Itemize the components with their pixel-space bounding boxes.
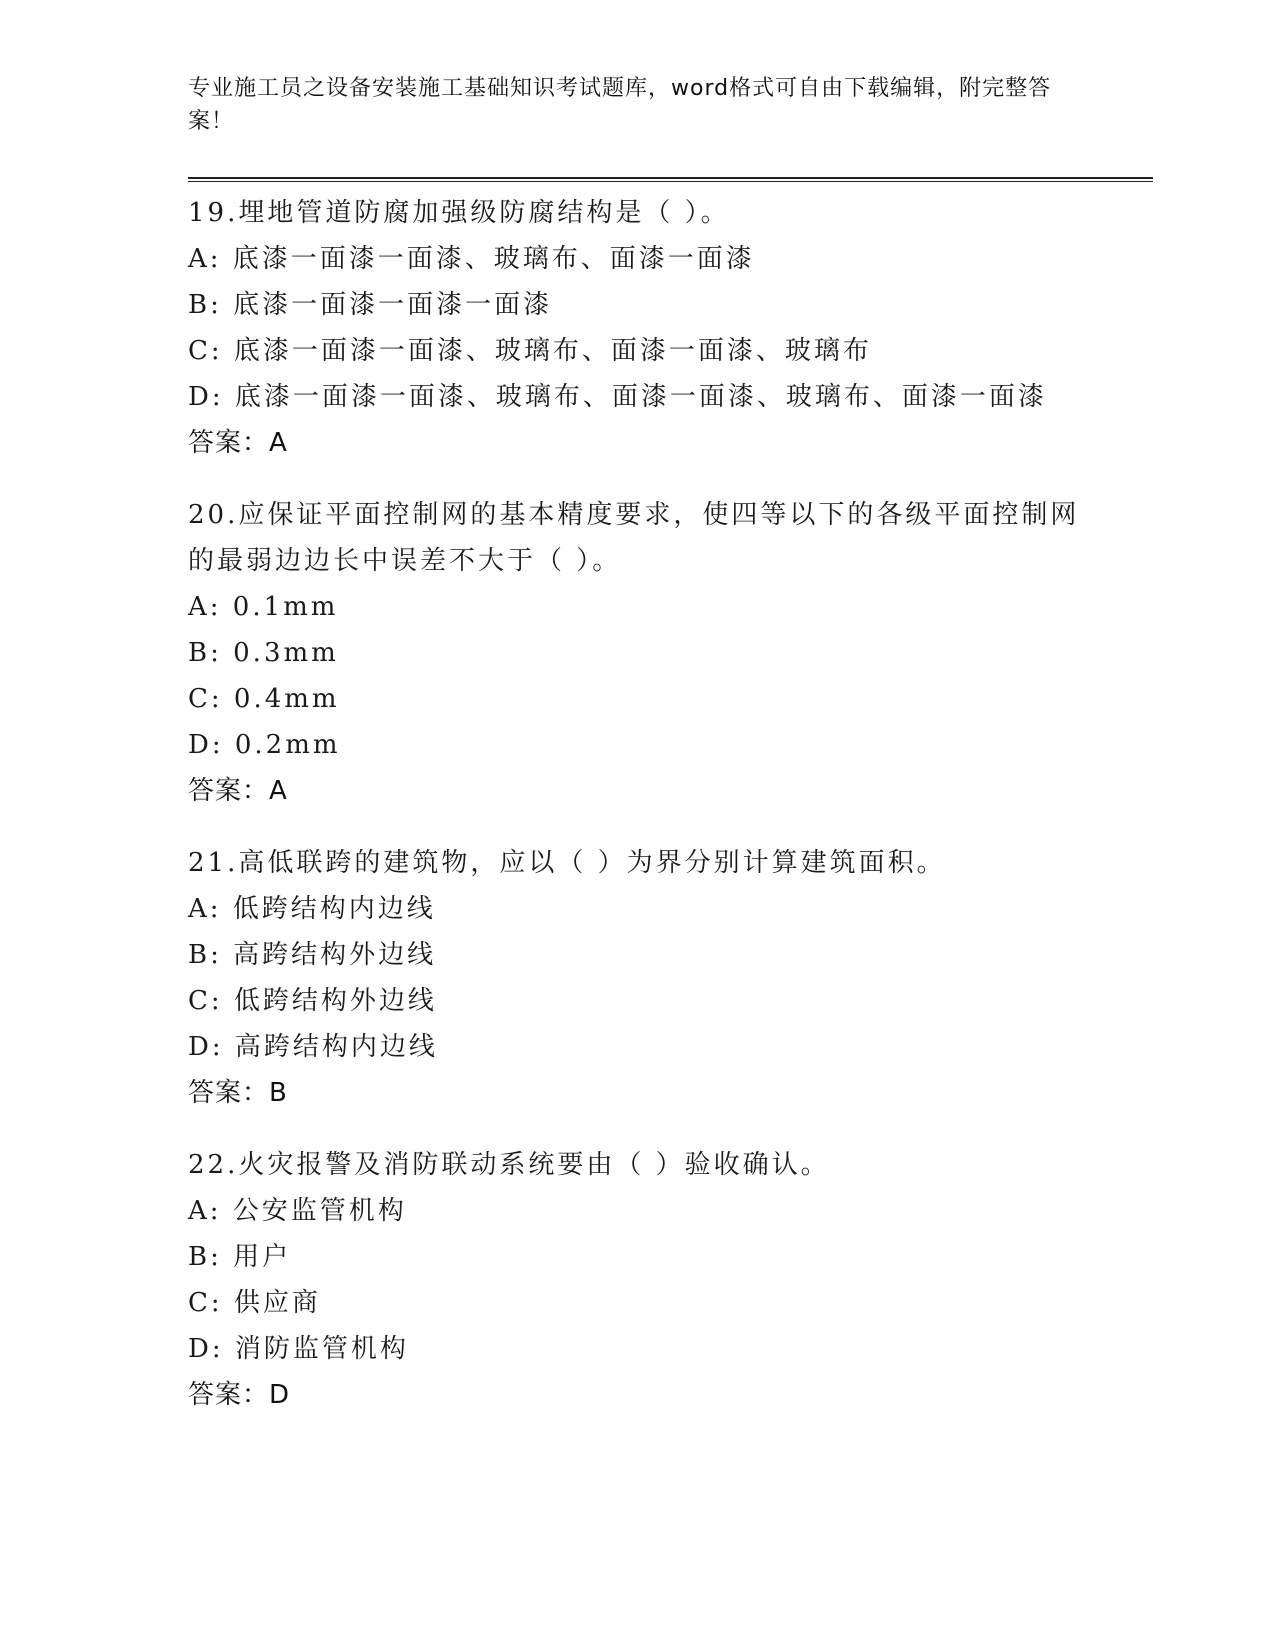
option-a: A: 底漆一面漆一面漆、玻璃布、面漆一面漆 [188, 244, 755, 274]
question-19 [188, 190, 1128, 466]
header-divider-thick [188, 177, 1153, 179]
question-22 [188, 1142, 1128, 1418]
question-text: 22.火灾报警及消防联动系统要由（ ）验收确认。 [188, 1150, 830, 1180]
header-divider-thin [188, 181, 1153, 182]
question-text: 20.应保证平面控制网的基本精度要求，使四等以下的各级平面控制网的最弱边边长中误差不大于（ ）。 [188, 500, 1080, 576]
option-b: B: 高跨结构外边线 [188, 940, 437, 970]
option-d: D: 消防监管机构 [188, 1334, 409, 1364]
option-d: D: 高跨结构内边线 [188, 1032, 438, 1062]
answer: 答案：A [188, 428, 288, 458]
option-b: B: 用户 [188, 1242, 292, 1272]
answer: 答案：A [188, 776, 288, 806]
option-c: C: 0.4mm [188, 684, 340, 714]
question-20 [188, 492, 1128, 814]
question-text: 21.高低联跨的建筑物，应以（ ）为界分别计算建筑面积。 [188, 848, 946, 878]
option-a: A: 公安监管机构 [188, 1196, 407, 1226]
option-d: D: 0.2mm [188, 730, 341, 760]
answer: 答案：D [188, 1380, 291, 1410]
question-21 [188, 840, 1128, 1116]
option-b: B: 底漆一面漆一面漆一面漆 [188, 290, 553, 320]
option-a: A: 0.1mm [188, 592, 339, 622]
option-d: D: 底漆一面漆一面漆、玻璃布、面漆一面漆、玻璃布、面漆一面漆 [188, 382, 1047, 412]
answer: 答案：B [188, 1078, 288, 1108]
option-a: A: 低跨结构内边线 [188, 894, 436, 924]
option-c: C: 低跨结构外边线 [188, 986, 437, 1016]
option-c: C: 供应商 [188, 1288, 321, 1318]
question-text: 19.埋地管道防腐加强级防腐结构是（ ）。 [188, 198, 730, 228]
option-c: C: 底漆一面漆一面漆、玻璃布、面漆一面漆、玻璃布 [188, 336, 872, 366]
document-header: 专业施工员之设备安装施工基础知识考试题库，word格式可自由下载编辑，附完整答案！ [188, 76, 1052, 134]
question-list [188, 190, 1128, 1444]
option-b: B: 0.3mm [188, 638, 339, 668]
